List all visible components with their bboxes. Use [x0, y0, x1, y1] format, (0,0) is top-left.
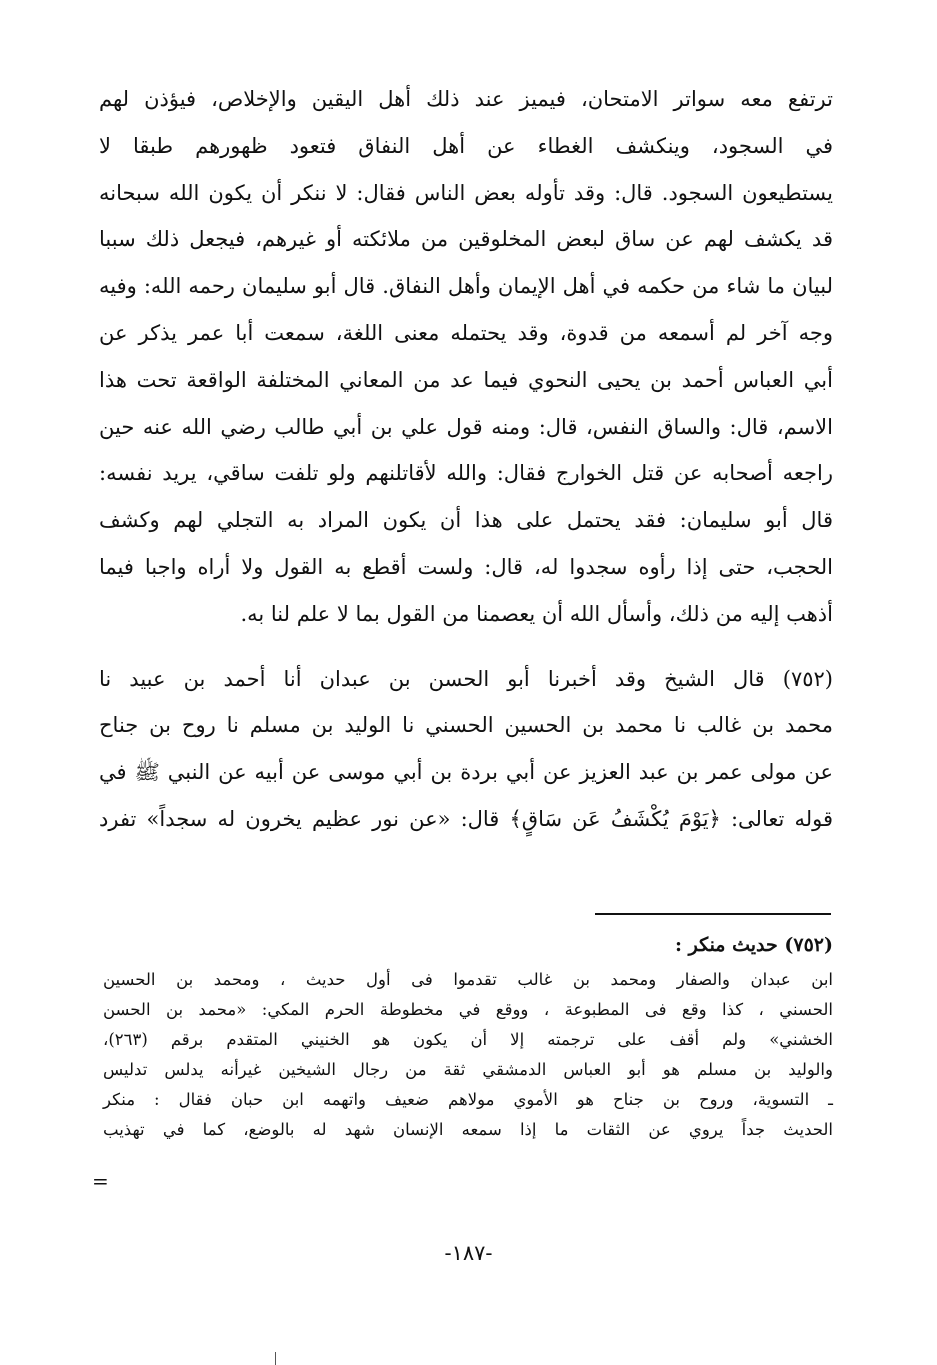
body-line: قال أبو سليمان: فقد يحتمل على هذا أن يكون المراد به التجلي لهم وكشف [99, 508, 833, 533]
body-line: لبيان ما شاء من حكمه في أهل الإيمان وأهل النفاق. قال أبو سليمان رحمه الله: وفيه [99, 274, 833, 299]
body-line: راجعه أصحابه عن قتل الخوارج فقال: والله لأقاتلنهم ولو تلفت ساقي، يريد نفسه: [99, 461, 833, 486]
footnote-separator [595, 913, 831, 915]
hadith-line: قوله تعالى: ﴿يَوْمَ يُكْشَفُ عَن سَاقٍ﴾ قال: «عن نور عظيم يخرون له سجداً» تفرد [99, 806, 833, 831]
body-line: أبي العباس أحمد بن يحيى النحوي فيما عد من المعاني المختلفة الواقعة تحت هذا [99, 367, 833, 392]
hadith-line: محمد بن غالب نا محمد بن الحسين الحسني نا الوليد بن مسلم نا روح بن جناح [99, 713, 833, 738]
hadith-line: عن مولى عمر بن عبد العزيز عن أبي بردة بن أبي موسى عن أبيه عن النبي ﷺ في [99, 760, 833, 785]
footnote-line: ـ التسوية، وروح بن جناح هو الأموي مولاهم ضعيف واتهمه ابن حبان فقال : منكر [103, 1090, 833, 1109]
body-line: الحجب، حتى إذا رأوه سجدوا له، قال: ولست أقطع به القول ولا أراه واجبا فيما [99, 554, 833, 579]
body-line: الاسم، قال: والساق النفس، قال: ومنه قول علي بن أبي طالب رضي الله عنه حين [99, 414, 833, 439]
body-line: يستطيعون السجود. قال: وقد تأوله بعض الناس فقال: لا ننكر أن يكون الله سبحانه [99, 180, 833, 205]
scan-artifact [275, 1352, 276, 1365]
body-line: ترتفع معه سواتر الامتحان، فيميز عند ذلك أهل اليقين والإخلاص، فيؤذن لهم [99, 87, 833, 111]
footnote-line: الحديث جداً يروي عن الثقات ما إذا سمعه الإنسان شهد له بالوضع، كما في تهذيب [103, 1120, 833, 1139]
main-body-text [99, 76, 833, 843]
footnote-title: (٧٥٢) حديث منكر : [674, 934, 833, 956]
page-number: -١٨٧- [444, 1241, 493, 1265]
hadith-line: (٧٥٢) قال الشيخ وقد أخبرنا أبو الحسن بن عبدان أنا أحمد بن عبيد نا [99, 666, 833, 691]
footnote-line: الحسني ، كذا وقع فى المطبوعة ، ووقع في مخطوطة الحرم المكي: «محمد بن الحسن [103, 1000, 833, 1019]
footnote-line: الخشني» ولم أقف على ترجمته إلا أن يكون هو الخنيني المتقدم برقم (٢٦٣)، [103, 1030, 833, 1049]
paragraph-gap [99, 638, 833, 656]
body-line: قد يكشف لهم عن ساق لبعض المخلوقين من ملائكته أو غيرهم، فيجعل ذلك سببا [99, 227, 833, 252]
continuation-mark: = [92, 1169, 109, 1193]
footnote [103, 925, 833, 1145]
body-line: وجه آخر لم أسمعه من قدوة، وقد يحتمله معنى اللغة، سمعت أبا عمر يذكر عن [99, 320, 833, 345]
body-line: في السجود، وينكشف الغطاء عن أهل النفاق فتعود ظهورهم طبقا لا [99, 133, 833, 158]
footnote-line: ابن عبدان والصفار ومحمد بن غالب تقدموا فى أول حديث ، ومحمد بن الحسين [103, 970, 833, 989]
footnote-line: والوليد بن مسلم هو أبو العباس الدمشقي ثقة من رجال الشيخين غيرأنه يدلس تدليس [103, 1060, 833, 1079]
body-line: أذهب إليه من ذلك، وأسأل الله أن يعصمنا من القول بما لا علم لنا به. [240, 601, 833, 626]
